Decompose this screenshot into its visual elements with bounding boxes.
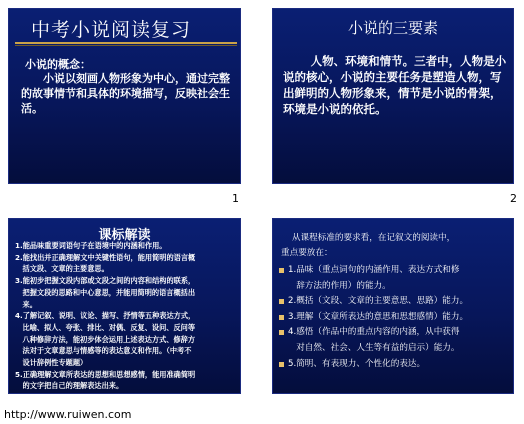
ability-item	[279, 325, 511, 341]
page-number-2: 2	[510, 192, 517, 205]
curriculum-line: 1.能品味重要词语句子在语境中的内涵和作用。	[15, 241, 167, 250]
title-underline	[15, 42, 237, 44]
ability-item	[279, 341, 511, 357]
curriculum-line: 八种修辞方法，能初步体会运用上述表达方式、修辞方	[15, 334, 196, 344]
ability-list	[279, 263, 511, 372]
slide-1[interactable]	[8, 8, 241, 184]
intro-line: 重点要放在：	[281, 248, 333, 258]
curriculum-line: 3.能初步把握文段内部或文段之间的内容和结构的联系，	[15, 276, 196, 286]
ability-item-text: 4.感悟（作品中的重点内容的内涵，从中获得	[288, 327, 460, 338]
curriculum-line: 比喻、拟人、夸张、排比、对偶、反复、设问、反问等	[15, 322, 196, 332]
slide-2[interactable]	[272, 8, 514, 184]
slide-title: 课标解读	[98, 228, 151, 243]
curriculum-line: 2.能找出并正确理解文中关键性语句，能用简明的语言概	[15, 252, 196, 262]
ability-item-text: 3.理解（文章所表达的意思和思想感情）能力。	[288, 311, 469, 322]
curriculum-list	[15, 240, 239, 392]
curriculum-line: 设计辞例性专题题）	[15, 358, 88, 368]
title-underline-shadow	[15, 45, 237, 46]
ability-item-text: 1.品味（重点词句的内涵作用、表达方式和修	[288, 265, 460, 275]
concept-label: 小说的概念：	[25, 58, 91, 71]
ability-item-text: 对自然、社会、人生等有益的启示）能力。	[288, 342, 460, 353]
bullet-icon	[279, 362, 284, 367]
slide-3[interactable]	[8, 218, 241, 394]
source-url: http://www.ruiwen.com	[4, 408, 132, 421]
ability-item	[279, 294, 511, 310]
three-elements-body: 人物、环境和情节。三者中，人物是小说的核心，小说的主要任务是塑造人物，写出鲜明的人物形象来，情节是小说的骨架，环境是小说的依托。	[283, 54, 507, 116]
intro-text	[281, 231, 511, 261]
curriculum-line: 4.了解记叙、说明、议论、描写、抒情等五种表达方式，	[15, 311, 196, 321]
slide-4[interactable]	[272, 218, 514, 394]
ability-item-text: 2.概括（文段、文章的主要意思、思路）能力。	[288, 296, 469, 307]
slide-title: 小说的三要素	[347, 19, 438, 37]
ability-item	[279, 279, 511, 295]
ability-item	[279, 310, 511, 326]
concept-body: 小说以刻画人物形象为中心，通过完整的故事情节和具体的环境描写，反映社会生活。	[21, 72, 230, 115]
ability-item	[279, 357, 511, 373]
bullet-icon	[279, 268, 284, 273]
bullet-icon	[279, 315, 284, 320]
ability-item-text: 5.简明、有表现力、个性化的表达。	[288, 358, 426, 369]
curriculum-line: 5.正确理解文章所表达的思想和思想感情，能用准确简明	[15, 369, 196, 379]
curriculum-line: 来。	[15, 299, 37, 309]
curriculum-line: 法对于文章意思与情感等的表达意义和作用。（中考不	[15, 346, 192, 356]
curriculum-line: 把握文段的思路和中心意思，并能用简明的语言概括出	[15, 287, 196, 297]
ability-item	[279, 263, 511, 279]
bullet-icon	[279, 330, 284, 335]
curriculum-line: 括文段、文章的主要意思。	[15, 264, 109, 274]
page-number-1: 1	[232, 192, 239, 205]
curriculum-line: 的文字把自己的理解表达出来。	[15, 381, 124, 391]
slide-title: 中考小说阅读复习	[31, 19, 192, 41]
ability-item-text: 辞方法的作用）的能力。	[288, 280, 391, 291]
bullet-icon	[279, 299, 284, 304]
intro-line: 从课程标准的要求看，在记叙文的阅读中，	[281, 233, 456, 243]
